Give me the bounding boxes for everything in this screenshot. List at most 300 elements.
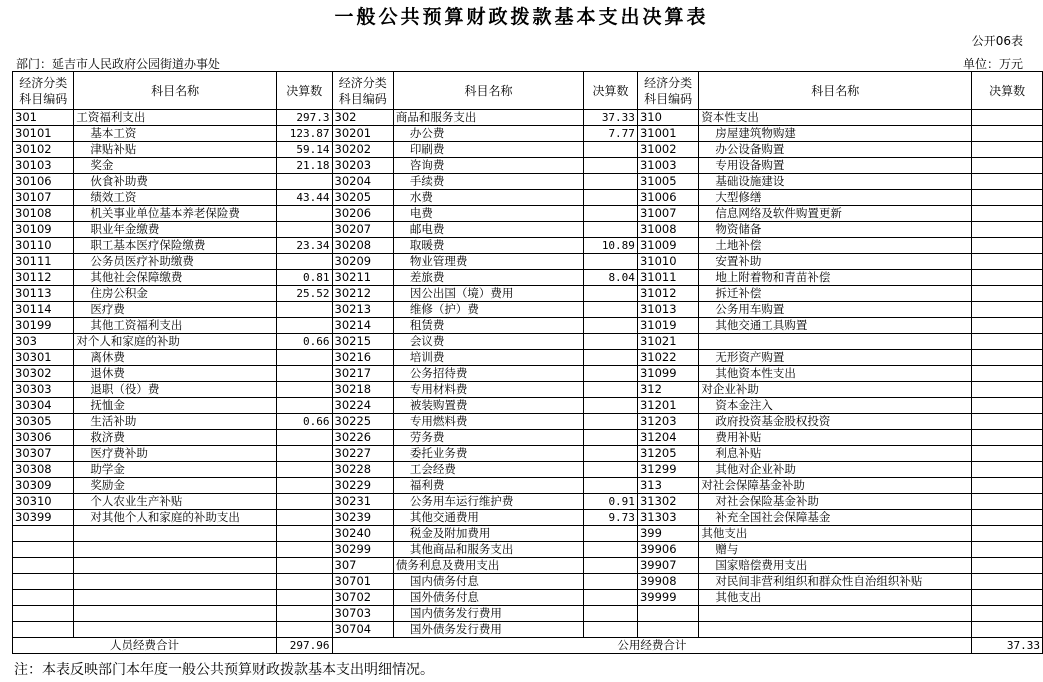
- subject-name-cell: [74, 574, 277, 590]
- amount-cell: [972, 206, 1043, 222]
- amount-cell: [972, 398, 1043, 414]
- economic-code-cell: 31299: [637, 462, 698, 478]
- subject-name-cell: 拆迁补偿: [699, 286, 972, 302]
- economic-code-cell: 30303: [13, 382, 74, 398]
- amount-cell: [972, 334, 1043, 350]
- amount-cell: [276, 254, 332, 270]
- economic-code-cell: 30213: [332, 302, 393, 318]
- economic-code-cell: 39907: [637, 558, 698, 574]
- subject-name-cell: 奖励金: [74, 478, 277, 494]
- economic-code-cell: 30224: [332, 398, 393, 414]
- subject-name-cell: 咨询费: [393, 158, 583, 174]
- subject-name-cell: 物资储备: [699, 222, 972, 238]
- economic-code-cell: 30205: [332, 190, 393, 206]
- amount-cell: [584, 222, 638, 238]
- amount-cell: [972, 526, 1043, 542]
- economic-code-cell: 30111: [13, 254, 74, 270]
- amount-cell: 0.66: [276, 414, 332, 430]
- subject-name-cell: 会议费: [393, 334, 583, 350]
- amount-cell: [972, 446, 1043, 462]
- unit-label: 单位：万元: [962, 57, 1023, 71]
- subject-name-cell: 奖金: [74, 158, 277, 174]
- economic-code-cell: 30216: [332, 350, 393, 366]
- amount-cell: [972, 254, 1043, 270]
- economic-code-cell: 31002: [637, 142, 698, 158]
- subject-name-cell: 其他支出: [699, 590, 972, 606]
- amount-cell: [972, 558, 1043, 574]
- economic-code-cell: 399: [637, 526, 698, 542]
- economic-code-cell: [13, 574, 74, 590]
- economic-code-cell: 30106: [13, 174, 74, 190]
- subject-name-cell: [74, 526, 277, 542]
- table-row: [13, 302, 1043, 318]
- amount-cell: [972, 222, 1043, 238]
- subject-name-cell: 房屋建筑物购建: [699, 126, 972, 142]
- amount-cell: [584, 542, 638, 558]
- subject-name-cell: 物业管理费: [393, 254, 583, 270]
- col-header-amount: 决算数: [276, 72, 332, 110]
- economic-code-cell: 30310: [13, 494, 74, 510]
- subject-name-cell: 专用设备购置: [699, 158, 972, 174]
- subject-name-cell: 助学金: [74, 462, 277, 478]
- economic-code-cell: 30301: [13, 350, 74, 366]
- public-total-label: 公用经费合计: [332, 638, 972, 654]
- subject-name-cell: 赠与: [699, 542, 972, 558]
- economic-code-cell: 30304: [13, 398, 74, 414]
- economic-code-cell: 31013: [637, 302, 698, 318]
- amount-cell: 297.3: [276, 110, 332, 126]
- subject-name-cell: 公务用车运行维护费: [393, 494, 583, 510]
- amount-cell: 0.91: [584, 494, 638, 510]
- subject-name-cell: 国内债务付息: [393, 574, 583, 590]
- amount-cell: [584, 462, 638, 478]
- amount-cell: [276, 494, 332, 510]
- economic-code-cell: 31012: [637, 286, 698, 302]
- col-header-name: 科目名称: [393, 72, 583, 110]
- economic-code-cell: 301: [13, 110, 74, 126]
- table-row: [13, 158, 1043, 174]
- economic-code-cell: 31303: [637, 510, 698, 526]
- amount-cell: [972, 270, 1043, 286]
- amount-cell: [584, 254, 638, 270]
- subject-name-cell: 债务利息及费用支出: [393, 558, 583, 574]
- subject-name-cell: 国内债务发行费用: [393, 606, 583, 622]
- subject-name-cell: 医疗费: [74, 302, 277, 318]
- amount-cell: [276, 558, 332, 574]
- subject-name-cell: 租赁费: [393, 318, 583, 334]
- amount-cell: [972, 366, 1043, 382]
- amount-cell: [276, 526, 332, 542]
- economic-code-cell: 30225: [332, 414, 393, 430]
- economic-code-cell: 31201: [637, 398, 698, 414]
- amount-cell: [584, 398, 638, 414]
- subject-name-cell: 公务员医疗补助缴费: [74, 254, 277, 270]
- subject-name-cell: 手续费: [393, 174, 583, 190]
- subject-name-cell: [74, 542, 277, 558]
- amount-cell: [276, 302, 332, 318]
- subject-name-cell: 退休费: [74, 366, 277, 382]
- economic-code-cell: 313: [637, 478, 698, 494]
- economic-code-cell: 30206: [332, 206, 393, 222]
- amount-cell: [276, 174, 332, 190]
- economic-code-cell: 30215: [332, 334, 393, 350]
- economic-code-cell: 39908: [637, 574, 698, 590]
- economic-code-cell: 30102: [13, 142, 74, 158]
- amount-cell: [584, 350, 638, 366]
- table-row: [13, 366, 1043, 382]
- economic-code-cell: [13, 526, 74, 542]
- amount-cell: [972, 574, 1043, 590]
- amount-cell: 25.52: [276, 286, 332, 302]
- amount-cell: [276, 222, 332, 238]
- amount-cell: 8.04: [584, 270, 638, 286]
- public-total-value: 37.33: [972, 638, 1043, 654]
- subject-name-cell: 对社会保障基金补助: [699, 478, 972, 494]
- economic-code-cell: 30701: [332, 574, 393, 590]
- table-row: [13, 542, 1043, 558]
- table-row: [13, 574, 1043, 590]
- economic-code-cell: 30114: [13, 302, 74, 318]
- table-row: [13, 430, 1043, 446]
- subject-name-cell: 国外债务发行费用: [393, 622, 583, 638]
- subject-name-cell: 其他工资福利支出: [74, 318, 277, 334]
- economic-code-cell: 30228: [332, 462, 393, 478]
- amount-cell: [584, 366, 638, 382]
- economic-code-cell: 30217: [332, 366, 393, 382]
- subject-name-cell: 机关事业单位基本养老保险费: [74, 206, 277, 222]
- table-row: [13, 126, 1043, 142]
- table-row: [13, 526, 1043, 542]
- amount-cell: [584, 302, 638, 318]
- economic-code-cell: 302: [332, 110, 393, 126]
- amount-cell: [972, 510, 1043, 526]
- amount-cell: [584, 606, 638, 622]
- amount-cell: 123.87: [276, 126, 332, 142]
- subject-name-cell: 差旅费: [393, 270, 583, 286]
- amount-cell: [276, 318, 332, 334]
- subject-name-cell: 对社会保险基金补助: [699, 494, 972, 510]
- amount-cell: [584, 526, 638, 542]
- subject-name-cell: 专用燃料费: [393, 414, 583, 430]
- economic-code-cell: 30109: [13, 222, 74, 238]
- amount-cell: [584, 382, 638, 398]
- amount-cell: [972, 142, 1043, 158]
- economic-code-cell: 30108: [13, 206, 74, 222]
- subject-name-cell: 职工基本医疗保险缴费: [74, 238, 277, 254]
- header-row: [13, 72, 1043, 110]
- amount-cell: [972, 414, 1043, 430]
- subject-name-cell: 办公设备购置: [699, 142, 972, 158]
- economic-code-cell: 30201: [332, 126, 393, 142]
- table-row: [13, 270, 1043, 286]
- economic-code-cell: 39906: [637, 542, 698, 558]
- subject-name-cell: 劳务费: [393, 430, 583, 446]
- amount-cell: [584, 430, 638, 446]
- table-row: [13, 222, 1043, 238]
- table-row: [13, 190, 1043, 206]
- economic-code-cell: 30202: [332, 142, 393, 158]
- amount-cell: 0.81: [276, 270, 332, 286]
- amount-cell: [276, 606, 332, 622]
- amount-cell: [276, 462, 332, 478]
- footnote: 注：本表反映部门本年度一般公共预算财政拨款基本支出明细情况。: [14, 662, 434, 678]
- economic-code-cell: 312: [637, 382, 698, 398]
- amount-cell: [584, 174, 638, 190]
- table-row: [13, 350, 1043, 366]
- table-row: [13, 622, 1043, 638]
- table-row: [13, 590, 1043, 606]
- subject-name-cell: 生活补助: [74, 414, 277, 430]
- economic-code-cell: 30204: [332, 174, 393, 190]
- amount-cell: 9.73: [584, 510, 638, 526]
- amount-cell: [972, 318, 1043, 334]
- table-row: [13, 414, 1043, 430]
- subject-name-cell: 其他对企业补助: [699, 462, 972, 478]
- subject-name-cell: 被装购置费: [393, 398, 583, 414]
- amount-cell: [276, 206, 332, 222]
- amount-cell: [972, 478, 1043, 494]
- economic-code-cell: 31022: [637, 350, 698, 366]
- amount-cell: [276, 510, 332, 526]
- table-row: [13, 238, 1043, 254]
- subject-name-cell: 其他支出: [699, 526, 972, 542]
- amount-cell: [276, 542, 332, 558]
- subject-name-cell: 信息网络及软件购置更新: [699, 206, 972, 222]
- table-row: [13, 110, 1043, 126]
- subject-name-cell: 费用补贴: [699, 430, 972, 446]
- subject-name-cell: 安置补助: [699, 254, 972, 270]
- subject-name-cell: 无形资产购置: [699, 350, 972, 366]
- economic-code-cell: 30112: [13, 270, 74, 286]
- table-row: [13, 558, 1043, 574]
- economic-code-cell: 31203: [637, 414, 698, 430]
- subject-name-cell: 维修（护）费: [393, 302, 583, 318]
- table-row: [13, 478, 1043, 494]
- amount-cell: [584, 414, 638, 430]
- subject-name-cell: 其他交通费用: [393, 510, 583, 526]
- economic-code-cell: 30214: [332, 318, 393, 334]
- col-header-amount: 决算数: [584, 72, 638, 110]
- economic-code-cell: 31008: [637, 222, 698, 238]
- economic-code-cell: 31005: [637, 174, 698, 190]
- amount-cell: [584, 574, 638, 590]
- amount-cell: [276, 590, 332, 606]
- amount-cell: [584, 286, 638, 302]
- table-row: [13, 142, 1043, 158]
- economic-code-cell: 30211: [332, 270, 393, 286]
- col-header-code: 经济分类科目编码: [13, 72, 74, 110]
- amount-cell: [972, 462, 1043, 478]
- amount-cell: [276, 574, 332, 590]
- economic-code-cell: 31009: [637, 238, 698, 254]
- subject-name-cell: 委托业务费: [393, 446, 583, 462]
- economic-code-cell: 30212: [332, 286, 393, 302]
- economic-code-cell: 30207: [332, 222, 393, 238]
- economic-code-cell: 31204: [637, 430, 698, 446]
- table-row: [13, 446, 1043, 462]
- amount-cell: [584, 158, 638, 174]
- economic-code-cell: 30103: [13, 158, 74, 174]
- col-header-name: 科目名称: [699, 72, 972, 110]
- amount-cell: [584, 478, 638, 494]
- economic-code-cell: 30203: [332, 158, 393, 174]
- economic-code-cell: 31001: [637, 126, 698, 142]
- subject-name-cell: 伙食补助费: [74, 174, 277, 190]
- amount-cell: [584, 206, 638, 222]
- economic-code-cell: 307: [332, 558, 393, 574]
- amount-cell: 7.77: [584, 126, 638, 142]
- subject-name-cell: 抚恤金: [74, 398, 277, 414]
- economic-code-cell: 30107: [13, 190, 74, 206]
- amount-cell: [972, 542, 1043, 558]
- amount-cell: [584, 318, 638, 334]
- economic-code-cell: [13, 606, 74, 622]
- economic-code-cell: 303: [13, 334, 74, 350]
- subject-name-cell: [699, 334, 972, 350]
- amount-cell: [972, 494, 1043, 510]
- economic-code-cell: [13, 622, 74, 638]
- table-row: [13, 206, 1043, 222]
- amount-cell: 10.89: [584, 238, 638, 254]
- economic-code-cell: 31205: [637, 446, 698, 462]
- subject-name-cell: 印刷费: [393, 142, 583, 158]
- table-row: [13, 494, 1043, 510]
- economic-code-cell: 31021: [637, 334, 698, 350]
- subject-name-cell: 利息补贴: [699, 446, 972, 462]
- subject-name-cell: 离休费: [74, 350, 277, 366]
- economic-code-cell: 30240: [332, 526, 393, 542]
- subject-name-cell: 其他交通工具购置: [699, 318, 972, 334]
- subject-name-cell: 商品和服务支出: [393, 110, 583, 126]
- subject-name-cell: 土地补偿: [699, 238, 972, 254]
- amount-cell: [584, 446, 638, 462]
- economic-code-cell: 30399: [13, 510, 74, 526]
- amount-cell: [972, 110, 1043, 126]
- col-header-name: 科目名称: [74, 72, 277, 110]
- table-row: [13, 286, 1043, 302]
- totals-row: [13, 638, 1043, 654]
- table-row: [13, 174, 1043, 190]
- amount-cell: [972, 382, 1043, 398]
- amount-cell: [584, 590, 638, 606]
- economic-code-cell: 310: [637, 110, 698, 126]
- amount-cell: [584, 622, 638, 638]
- subject-name-cell: 地上附着物和青苗补偿: [699, 270, 972, 286]
- amount-cell: 59.14: [276, 142, 332, 158]
- economic-code-cell: 30305: [13, 414, 74, 430]
- economic-code-cell: 30199: [13, 318, 74, 334]
- economic-code-cell: 31019: [637, 318, 698, 334]
- subject-name-cell: [74, 558, 277, 574]
- subject-name-cell: 国外债务付息: [393, 590, 583, 606]
- subject-name-cell: [699, 606, 972, 622]
- amount-cell: [972, 174, 1043, 190]
- department-label: 部门：延吉市人民政府公园街道办事处: [16, 57, 221, 71]
- col-header-code: 经济分类科目编码: [332, 72, 393, 110]
- amount-cell: [276, 478, 332, 494]
- subject-name-cell: [699, 622, 972, 638]
- subject-name-cell: 医疗费补助: [74, 446, 277, 462]
- table-body: [13, 110, 1043, 638]
- col-header-amount: 决算数: [972, 72, 1043, 110]
- amount-cell: [276, 398, 332, 414]
- economic-code-cell: 30308: [13, 462, 74, 478]
- subject-name-cell: [74, 590, 277, 606]
- economic-code-cell: 39999: [637, 590, 698, 606]
- economic-code-cell: 30703: [332, 606, 393, 622]
- economic-code-cell: 30307: [13, 446, 74, 462]
- economic-code-cell: 30113: [13, 286, 74, 302]
- subject-name-cell: 工资福利支出: [74, 110, 277, 126]
- subject-name-cell: 个人农业生产补贴: [74, 494, 277, 510]
- amount-cell: [276, 622, 332, 638]
- amount-cell: [972, 158, 1043, 174]
- table-row: [13, 606, 1043, 622]
- amount-cell: [276, 430, 332, 446]
- table-row: [13, 382, 1043, 398]
- amount-cell: [276, 382, 332, 398]
- amount-cell: [972, 190, 1043, 206]
- subject-name-cell: 政府投资基金股权投资: [699, 414, 972, 430]
- subject-name-cell: 税金及附加费用: [393, 526, 583, 542]
- economic-code-cell: 30226: [332, 430, 393, 446]
- col-header-code: 经济分类科目编码: [637, 72, 698, 110]
- economic-code-cell: 30208: [332, 238, 393, 254]
- subject-name-cell: 其他社会保障缴费: [74, 270, 277, 286]
- expenditure-table: [12, 71, 1043, 654]
- economic-code-cell: 31007: [637, 206, 698, 222]
- report-title: 一般公共预算财政拨款基本支出决算表: [334, 6, 709, 28]
- amount-cell: [972, 302, 1043, 318]
- subject-name-cell: 基础设施建设: [699, 174, 972, 190]
- subject-name-cell: 国家赔偿费用支出: [699, 558, 972, 574]
- subject-name-cell: 退职（役）费: [74, 382, 277, 398]
- subject-name-cell: 对民间非营利组织和群众性自治组织补贴: [699, 574, 972, 590]
- economic-code-cell: 30704: [332, 622, 393, 638]
- subject-name-cell: 大型修缮: [699, 190, 972, 206]
- table-row: [13, 510, 1043, 526]
- amount-cell: [276, 446, 332, 462]
- subject-name-cell: 公务用车购置: [699, 302, 972, 318]
- economic-code-cell: 30702: [332, 590, 393, 606]
- amount-cell: 21.18: [276, 158, 332, 174]
- economic-code-cell: [13, 558, 74, 574]
- economic-code-cell: 31010: [637, 254, 698, 270]
- amount-cell: [276, 350, 332, 366]
- subject-name-cell: [74, 622, 277, 638]
- subject-name-cell: 福利费: [393, 478, 583, 494]
- subject-name-cell: 培训费: [393, 350, 583, 366]
- subject-name-cell: 住房公积金: [74, 286, 277, 302]
- amount-cell: 0.66: [276, 334, 332, 350]
- table-row: [13, 254, 1043, 270]
- subject-name-cell: 绩效工资: [74, 190, 277, 206]
- amount-cell: [584, 558, 638, 574]
- economic-code-cell: 31099: [637, 366, 698, 382]
- economic-code-cell: 30101: [13, 126, 74, 142]
- amount-cell: [972, 590, 1043, 606]
- amount-cell: 37.33: [584, 110, 638, 126]
- economic-code-cell: 30231: [332, 494, 393, 510]
- amount-cell: [276, 366, 332, 382]
- economic-code-cell: 30110: [13, 238, 74, 254]
- amount-cell: [972, 350, 1043, 366]
- subject-name-cell: 电费: [393, 206, 583, 222]
- economic-code-cell: 30218: [332, 382, 393, 398]
- economic-code-cell: [637, 622, 698, 638]
- subject-name-cell: 公务招待费: [393, 366, 583, 382]
- amount-cell: [972, 126, 1043, 142]
